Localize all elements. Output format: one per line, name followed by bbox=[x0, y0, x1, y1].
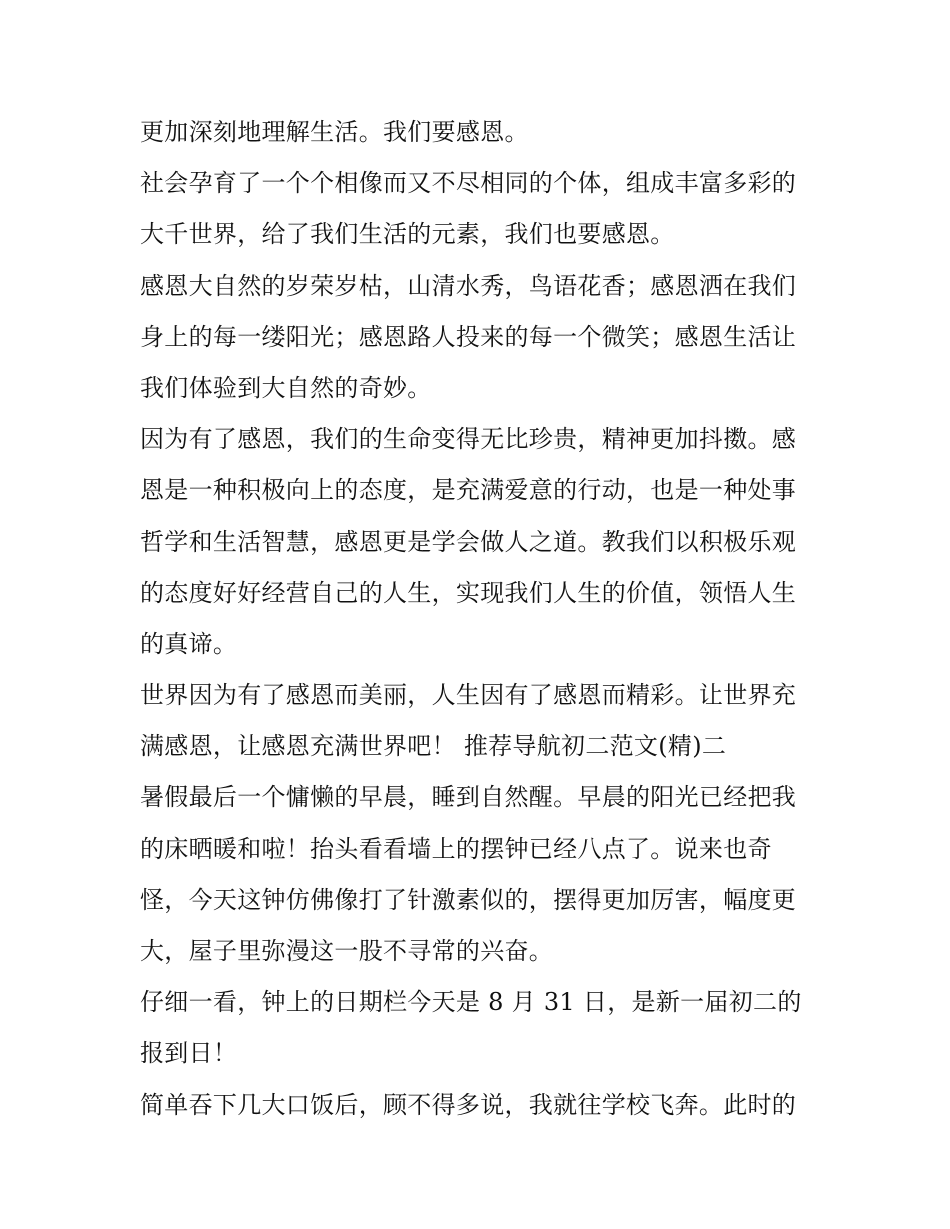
text-line: 哲学和生活智慧，感恩更是学会做人之道。教我们以积极乐观 bbox=[140, 527, 797, 556]
text-line: 简单吞下几大口饭后，顾不得多说，我就往学校飞奔。此时的 bbox=[140, 1090, 797, 1119]
text-line: 社会孕育了一个个相像而又不尽相同的个体，组成丰富多彩的 bbox=[140, 169, 797, 198]
text-line: 因为有了感恩，我们的生命变得无比珍贵，精神更加抖擞。感 bbox=[140, 425, 797, 454]
text-line: 我们体验到大自然的奇妙。 bbox=[140, 373, 432, 402]
text-line: 满感恩，让感恩充满世界吧！ 推荐导航初二范文(精)二 bbox=[140, 732, 727, 761]
text-line: 大，屋子里弥漫这一股不寻常的兴奋。 bbox=[140, 937, 554, 965]
text-line: 更加深刻地理解生活。我们要感恩。 bbox=[140, 118, 529, 146]
text-line: 大千世界，给了我们生活的元素，我们也要感恩。 bbox=[140, 220, 675, 249]
text-line: 恩是一种积极向上的态度，是充满爱意的行动，也是一种处事 bbox=[140, 476, 797, 505]
text-line: 身上的每一缕阳光；感恩路人投来的每一个微笑；感恩生活让 bbox=[140, 322, 797, 351]
text-line: 的真谛。 bbox=[140, 629, 238, 658]
text-line: 感恩大自然的岁荣岁枯，山清水秀，鸟语花香；感恩洒在我们 bbox=[140, 271, 797, 300]
text-line: 怪，今天这钟仿佛像打了针激素似的，摆得更加厉害，幅度更 bbox=[140, 885, 797, 914]
text-line: 的床晒暖和啦！抬头看看墙上的摆钟已经八点了。说来也奇 bbox=[140, 834, 772, 863]
text-line: 的态度好好经营自己的人生，实现我们人生的价值，领悟人生 bbox=[140, 578, 797, 607]
text-line: 报到日！ bbox=[140, 1039, 238, 1068]
document-body bbox=[140, 107, 820, 1131]
text-line: 仔细一看，钟上的日期栏今天是 8 月 31 日，是新一届初二的 bbox=[140, 988, 802, 1017]
text-line: 暑假最后一个慵懒的早晨，睡到自然醒。早晨的阳光已经把我 bbox=[140, 783, 797, 812]
text-line: 世界因为有了感恩而美丽，人生因有了感恩而精彩。让世界充 bbox=[140, 681, 797, 710]
